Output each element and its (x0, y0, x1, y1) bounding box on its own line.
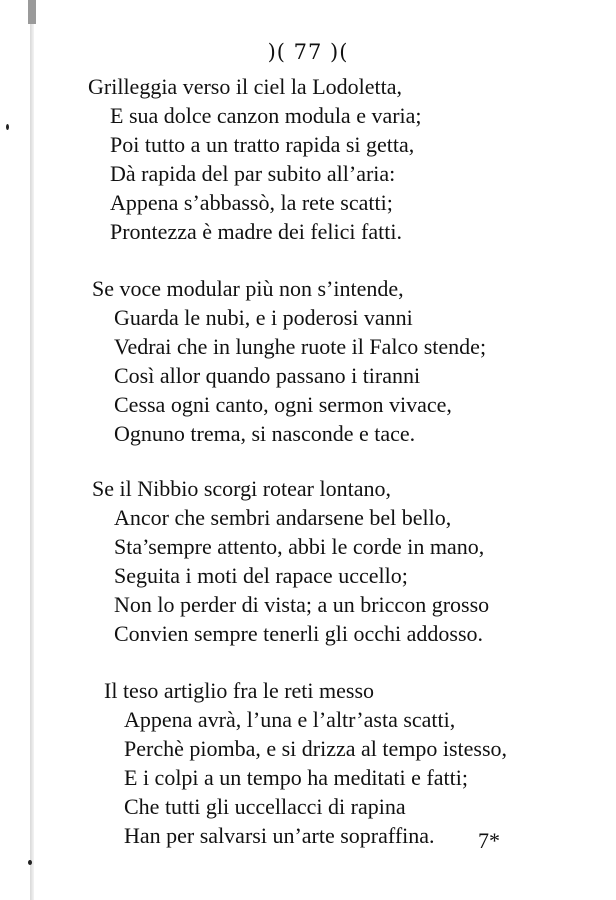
verse-line: Sta’sempre attento, abbi le corde in mano, (114, 534, 485, 559)
verse-line: Se voce modular più non s’intende, (92, 276, 404, 301)
page-gutter-edge (30, 0, 34, 900)
ink-speck (6, 124, 9, 130)
verse-line: Seguita i moti del rapace uccello; (114, 563, 408, 588)
verse-line: Se il Nibbio scorgi rotear lontano, (92, 476, 391, 501)
verse-line: Ancor che sembri andarsene bel bello, (114, 505, 452, 530)
verse-line: E sua dolce canzon modula e varia; (110, 103, 422, 128)
verse-line: Convien sempre tenerli gli occhi addosso. (114, 621, 484, 646)
verse-line: Appena s’abbassò, la rete scatti; (110, 190, 393, 215)
verse-line: Così allor quando passano i tiranni (114, 363, 421, 388)
signature-mark: 7* (478, 828, 500, 853)
verse-line: Poi tutto a un tratto rapida si getta, (110, 132, 415, 157)
verse-line: Dà rapida del par subito all’aria: (110, 161, 396, 186)
ink-speck (28, 860, 32, 865)
verse-line: Che tutti gli uccellacci di rapina (124, 794, 406, 819)
verse-line: Non lo perder di vista; a un briccon grosso (114, 592, 490, 617)
verse-line: Grilleggia verso il ciel la Lodoletta, (88, 74, 403, 99)
verse-line: Prontezza è madre dei felici fatti. (110, 219, 402, 244)
verse-line: Han per salvarsi un’arte sopraffina. (124, 823, 435, 848)
page-number-header: )( 77 )( (267, 40, 349, 64)
verse-line: Ognuno trema, si nasconde e tace. (114, 421, 416, 446)
verse-line: E i colpi a un tempo ha meditati e fatti; (124, 765, 468, 790)
verse-line: Guarda le nubi, e i poderosi vanni (114, 305, 413, 330)
page-corner-shadow (28, 0, 36, 24)
verse-line: Appena avrà, l’una e l’altr’asta scatti, (124, 707, 456, 732)
verse-line: Cessa ogni canto, ogni sermon vivace, (114, 392, 452, 417)
verse-line: Il teso artiglio fra le reti messo (104, 678, 375, 703)
verse-line: Perchè piomba, e si drizza al tempo istesso, (124, 736, 508, 761)
verse-line: Vedrai che in lunghe ruote il Falco stende; (114, 334, 487, 359)
